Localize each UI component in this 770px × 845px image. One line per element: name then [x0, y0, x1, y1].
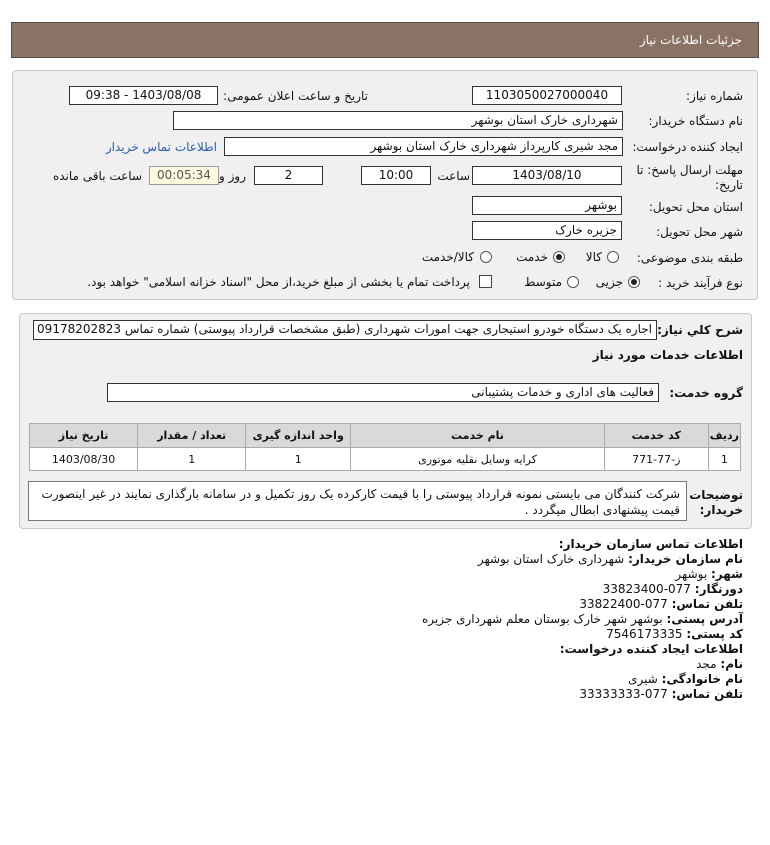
phone-line: تلفن تماس: 077-33822400 [579, 597, 743, 611]
remaining-time-label: ساعت باقی مانده [52, 169, 142, 183]
city-label: شهر محل تحویل: [656, 225, 743, 239]
province-field: بوشهر [472, 196, 622, 215]
summary-field: اجاره یک دستگاه خودرو استیجاری جهت امورات شهرداری (طبق مشخصات قرارداد پیوستی) شماره تماس 09178202823 [33, 320, 657, 340]
buyer-field: شهرداری خارک استان بوشهر [173, 111, 623, 130]
summary-label: شرح کلي نیاز: [657, 323, 743, 337]
cell-need-date: 1403/08/30 [30, 448, 138, 471]
buyer-notes-label-2: خریدار: [699, 503, 743, 517]
deadline-label: مهلت ارسال پاسخ: تا [636, 163, 743, 177]
city-field: جزیره خارک [472, 221, 622, 240]
process-radio-minor[interactable] [628, 276, 640, 288]
announce-date-field: 1403/08/08 - 09:38 [69, 86, 218, 105]
process-radio-medium[interactable] [567, 276, 579, 288]
creator-phone-line: تلفن تماس: 077-33333333 [579, 687, 743, 701]
days-field: 2 [254, 166, 323, 185]
col-quantity: تعداد / مقدار [138, 424, 246, 448]
postal-code-line: کد پستی: 7546173335 [606, 627, 743, 641]
deadline-time-label: ساعت [437, 169, 470, 183]
creator-label: ایجاد کننده درخواست: [632, 140, 743, 154]
address-line: آدرس پستی: بوشهر شهر خارک بوستان معلم شهرداری جزیره [422, 612, 743, 626]
deadline-label-date: تاریخ: [715, 178, 743, 192]
category-option-goods: کالا [585, 250, 602, 264]
category-radio-goods[interactable] [607, 251, 619, 263]
services-title: اطلاعات خدمات مورد نیاز [592, 348, 743, 362]
org-name-line: نام سازمان خریدار: شهرداری خارک استان بوشهر [477, 552, 743, 566]
cell-row: 1 [708, 448, 740, 471]
services-table-header [30, 424, 741, 448]
contact-info [43, 537, 743, 702]
process-option-medium: متوسط [524, 275, 562, 289]
category-option-goods-service: کالا/خدمت [421, 250, 474, 264]
col-service-code: کد خدمت [604, 424, 708, 448]
service-group-label: گروه خدمت: [669, 386, 743, 400]
treasury-payment-checkbox[interactable] [479, 275, 492, 288]
col-row: ردیف [708, 424, 740, 448]
category-label: طبقه بندی موضوعی: [636, 251, 743, 265]
creator-field: مجد شیری کارپرداز شهرداری خارک استان بوشهر [224, 137, 623, 156]
last-name-line: نام خانوادگی: شیری [628, 672, 743, 686]
page-header [11, 22, 759, 58]
process-option-minor: جزیی [595, 275, 623, 289]
deadline-date-field: 1403/08/10 [472, 166, 622, 185]
buyer-notes-field: شرکت کنندگان می بایستی نمونه قرارداد پیوستی را با قیمت کارکرده یک روز تکمیل و در سامانه بارگذاری نمایند در غیر اینصورت قیمت پیشنهادی ابطال میگردد . [28, 481, 687, 521]
col-need-date: تاریخ نیاز [30, 424, 138, 448]
first-name-line: نام: مجد [696, 657, 743, 671]
need-number-label: شماره نیاز: [686, 89, 743, 103]
remaining-time-field: 00:05:34 [149, 166, 219, 185]
service-group-field: فعالیت های اداری و خدمات پشتیبانی [107, 383, 659, 402]
table-row [30, 448, 741, 471]
deadline-time-field: 10:00 [361, 166, 431, 185]
org-contact-title: اطلاعات تماس سازمان خریدار: [558, 537, 743, 551]
cell-unit: 1 [246, 448, 351, 471]
cell-quantity: 1 [138, 448, 246, 471]
province-label: استان محل تحویل: [648, 200, 743, 214]
cell-service-code: ز-77-771 [604, 448, 708, 471]
cell-service-name: کرایه وسایل نقلیه موتوری [351, 448, 605, 471]
process-label: نوع فرآیند خرید : [658, 276, 743, 290]
need-number-field: 1103050027000040 [472, 86, 622, 105]
city-line: شهر: بوشهر [675, 567, 743, 581]
days-label: روز و [219, 169, 246, 183]
creator-contact-title: اطلاعات ایجاد کننده درخواست: [559, 642, 743, 656]
col-service-name: نام خدمت [351, 424, 605, 448]
treasury-payment-note: پرداخت تمام یا بخشی از مبلغ خرید،از محل "اسناد خزانه اسلامی" خواهد بود. [87, 275, 470, 289]
fax-line: دورنگار: 077-33823400 [602, 582, 743, 596]
category-radio-goods-service[interactable] [480, 251, 492, 263]
category-radio-service[interactable] [553, 251, 565, 263]
page-title: جزئیات اطلاعات نیاز [639, 33, 742, 47]
announce-date-label: تاریخ و ساعت اعلان عمومی: [223, 89, 368, 103]
buyer-notes-label: توضیحات [689, 488, 743, 502]
category-option-service: خدمت [516, 250, 548, 264]
buyer-contact-link[interactable]: اطلاعات تماس خریدار [105, 140, 217, 154]
col-unit: واحد اندازه گیری [246, 424, 351, 448]
buyer-label: نام دستگاه خریدار: [648, 114, 743, 128]
services-table [29, 423, 741, 471]
